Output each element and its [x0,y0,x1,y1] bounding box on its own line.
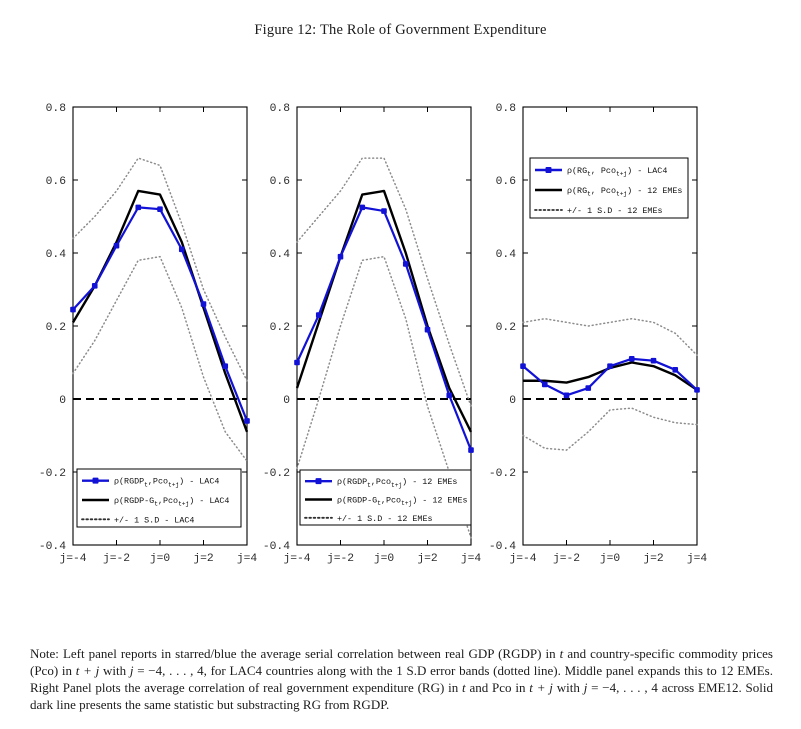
svg-text:+/- 1 S.D - 12 EMEs: +/- 1 S.D - 12 EMEs [567,206,663,216]
svg-text:j=-2: j=-2 [102,553,131,565]
svg-text:ρ(RGt, Pcot+j) - 12 EMEs: $\rho(RG_t$, Pco$_{t+j}$) - 12 EMEs [567,186,683,198]
svg-text:j=2: j=2 [417,553,438,565]
svg-text:ρ(RGt, Pcot+j) - LAC4: $\rho(RG_t$, Pco$_{t+j}$) - LAC4 [567,166,668,178]
figure-note: Note: Left panel reports in starred/blue the average serial correlation between real GDP (RGDP) in t and country-specific commodity prices (Pco) in t + j with j = −4, . . . , 4, for LAC4 countries along with the 1 S.D error bands (dotted line). Middle panel expands this to 12 EMEs. Right Panel plots the average correlation of real government expenditure (RG) in t and Pco in t + j with j = −4, . . . , 4 across EME12. Solid dark line presents the same statistic but substracting RG from RGDP. [30,646,774,712]
svg-text:0.6: 0.6 [45,176,66,188]
svg-text:0.8: 0.8 [45,103,66,115]
svg-text:0.2: 0.2 [269,322,290,334]
figure-title: Figure 12: The Role of Government Expenditure [254,22,547,38]
svg-text:0.4: 0.4 [45,249,66,261]
svg-text:-0.2: -0.2 [262,468,290,480]
svg-text:j=-2: j=-2 [552,553,581,565]
svg-text:-0.2: -0.2 [38,468,66,480]
svg-text:-0.2: -0.2 [488,468,516,480]
svg-text:j=4: j=4 [460,553,482,565]
svg-text:0.2: 0.2 [45,322,66,334]
svg-text:j=0: j=0 [599,553,621,565]
svg-text:j=-4: j=-4 [283,553,311,565]
svg-text:+/- 1 S.D - LAC4: +/- 1 S.D - LAC4 [114,515,195,526]
svg-text:0.6: 0.6 [269,176,290,188]
svg-text:j=0: j=0 [149,553,171,565]
svg-text:ρ(RGDP-Gt,Pcot+j) - 12 EMEs: $\rho(RGDP-G_t,Pco_{t+j}) - 12$ EMEs [337,495,468,508]
svg-text:j=-2: j=-2 [326,553,355,565]
svg-text:-0.4: -0.4 [262,541,290,553]
svg-text:ρ(RGDP-Gt,Pcot+j) - LAC4: $\rho(RGDP-G_t,Pco_{t+j}) - LAC4$ [114,496,230,508]
svg-text:0.2: 0.2 [495,322,516,334]
left-panel-chart [33,102,283,580]
svg-text:j=4: j=4 [686,553,708,565]
svg-text:-0.4: -0.4 [38,541,66,553]
svg-text:j=2: j=2 [643,553,664,565]
svg-text:0: 0 [59,395,66,407]
svg-text:0: 0 [509,395,516,407]
svg-text:ρ(RGDPt,Pcot+j) - LAC4: $\rho(RGDP_t,Pco_{t+j}) - LAC4$ [114,476,220,489]
svg-text:j=-4: j=-4 [509,553,537,565]
svg-text:-0.4: -0.4 [488,541,516,553]
svg-text:0.4: 0.4 [269,249,290,261]
svg-text:j=2: j=2 [193,553,214,565]
svg-text:j=-4: j=-4 [59,553,87,565]
right-panel-chart [483,102,733,580]
svg-text:0.8: 0.8 [495,103,516,115]
svg-text:j=4: j=4 [236,553,258,565]
svg-text:0.8: 0.8 [269,103,290,115]
svg-text:0: 0 [283,395,290,407]
middle-panel-chart [257,102,507,580]
svg-text:0.4: 0.4 [495,249,516,261]
svg-text:0.6: 0.6 [495,176,516,188]
svg-text:ρ(RGDPt,Pcot+j) - 12 EMEs: $\rho(RGDP_t,Pco_{t+j}) - 12$ EMEs [337,477,458,489]
svg-text:+/- 1 S.D - 12 EMEs: +/- 1 S.D - 12 EMEs [337,513,433,524]
svg-text:j=0: j=0 [373,553,395,565]
